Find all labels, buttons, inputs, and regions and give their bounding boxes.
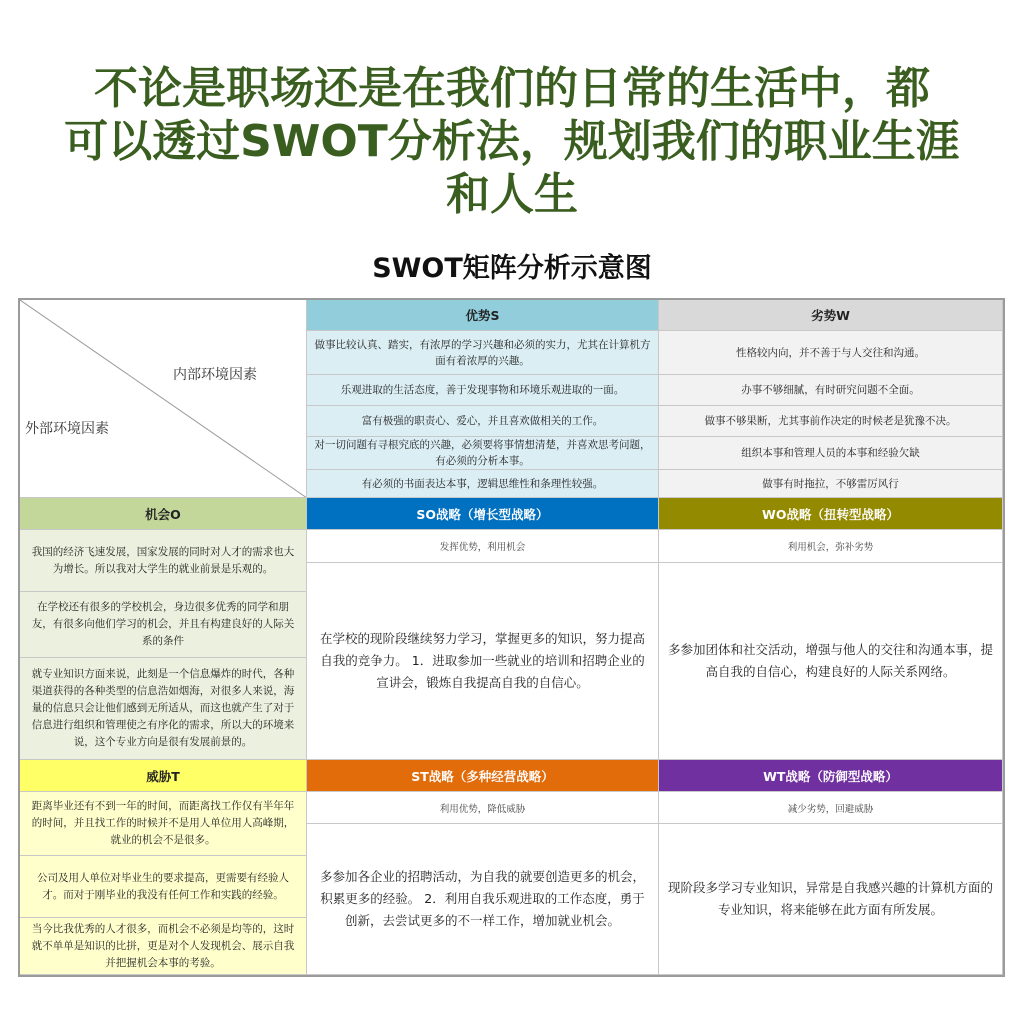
- st-strategy-content: 多参加各企业的招聘活动，为自我的就要创造更多的机会，积累更多的经验。 2．利用自我乐观进取的工作态度，勇于创新，去尝试更多的不一样工作，增加就业机会。: [307, 824, 659, 975]
- wt-strategy-header: WT战略（防御型战略）: [659, 760, 1003, 792]
- headline: [20, 62, 1004, 221]
- headline-line-3: 和人生: [446, 169, 578, 220]
- matrix-title: SWOT矩阵分析示意图: [372, 253, 652, 284]
- st-strategy-header: ST战略（多种经营战略）: [307, 760, 659, 792]
- wo-strategy-header: WO战略（扭转型战略）: [659, 498, 1003, 530]
- strength-item: 做事比较认真、踏实，有浓厚的学习兴趣和必须的实力，尤其在计算机方面有着浓厚的兴趣。: [307, 331, 659, 375]
- weaknesses-header: 劣势W: [659, 300, 1003, 331]
- so-strategy-subtitle: 发挥优势，利用机会: [307, 530, 659, 563]
- opportunity-item: 在学校还有很多的学校机会，身边很多优秀的同学和朋友，有很多向他们学习的机会，并且有构建良好的人际关系的条件: [20, 592, 307, 658]
- threat-item: 当今比我优秀的人才很多，而机会不必须是均等的，这时就不单单是知识的比拼，更是对个人发现机会、展示自我并把握机会本事的考验。: [20, 918, 307, 975]
- swot-matrix: [18, 298, 1005, 977]
- strengths-header: 优势S: [307, 300, 659, 331]
- st-strategy-subtitle: 利用优势，降低威胁: [307, 792, 659, 824]
- opportunity-item: 我国的经济飞速发展，国家发展的同时对人才的需求也大为增长。所以我对大学生的就业前景是乐观的。: [20, 530, 307, 592]
- weakness-item: 做事不够果断，尤其事前作决定的时候老是犹豫不决。: [659, 406, 1003, 437]
- external-factors-label: 外部环境因素: [25, 421, 109, 437]
- so-strategy-header: SO战略（增长型战略）: [307, 498, 659, 530]
- weakness-item: 性格较内向，并不善于与人交往和沟通。: [659, 331, 1003, 375]
- opportunities-header: 机会O: [20, 498, 307, 530]
- headline-line-1: 不论是职场还是在我们的日常的生活中，都: [94, 63, 930, 114]
- strength-item: 富有极强的职责心、爱心，并且喜欢做相关的工作。: [307, 406, 659, 437]
- corner-diagonal: [20, 300, 307, 498]
- threat-item: 公司及用人单位对毕业生的要求提高，更需要有经验人才。而对于刚毕业的我没有任何工作和实践的经验。: [20, 856, 307, 918]
- threat-item: 距离毕业还有不到一年的时间，而距离找工作仅有半年年的时间，并且找工作的时候并不是用人单位用人高峰期，就业的机会不是很多。: [20, 792, 307, 856]
- strength-item: 乐观进取的生活态度，善于发现事物和环境乐观进取的一面。: [307, 375, 659, 406]
- wt-strategy-content: 现阶段多学习专业知识，异常是自我感兴趣的计算机方面的专业知识，将来能够在此方面有所发展。: [659, 824, 1003, 975]
- threats-header: 威胁T: [20, 760, 307, 792]
- strength-item: 有必须的书面表达本事，逻辑思维性和条理性较强。: [307, 470, 659, 498]
- wt-strategy-subtitle: 减少劣势，回避威胁: [659, 792, 1003, 824]
- weakness-item: 办事不够细腻，有时研究问题不全面。: [659, 375, 1003, 406]
- so-strategy-content: 在学校的现阶段继续努力学习，掌握更多的知识，努力提高自我的竞争力。 1．进取参加一些就业的培训和招聘企业的宣讲会，锻炼自我提高自我的自信心。: [307, 563, 659, 760]
- headline-line-2: 可以透过SWOT分析法，规划我们的职业生涯: [64, 116, 960, 167]
- corner-cell: [20, 300, 307, 498]
- weakness-item: 做事有时拖拉，不够雷厉风行: [659, 470, 1003, 498]
- wo-strategy-content: 多参加团体和社交活动，增强与他人的交往和沟通本事，提高自我的自信心，构建良好的人际关系网络。: [659, 563, 1003, 760]
- opportunity-item: 就专业知识方面来说，此刻是一个信息爆炸的时代，各种渠道获得的各种类型的信息浩如烟海，对很多人来说，海量的信息只会让他们感到无所适从，而这也就产生了对于信息进行组织和管理使之有序化的需求，所以大的环境来说，这个专业方向是很有发展前景的。: [20, 658, 307, 760]
- weakness-item: 组织本事和管理人员的本事和经验欠缺: [659, 437, 1003, 470]
- wo-strategy-subtitle: 利用机会，弥补劣势: [659, 530, 1003, 563]
- strength-item: 对一切问题有寻根究底的兴趣，必须要将事情想清楚，并喜欢思考问题，有必须的分析本事。: [307, 437, 659, 470]
- internal-factors-label: 内部环境因素: [173, 367, 257, 383]
